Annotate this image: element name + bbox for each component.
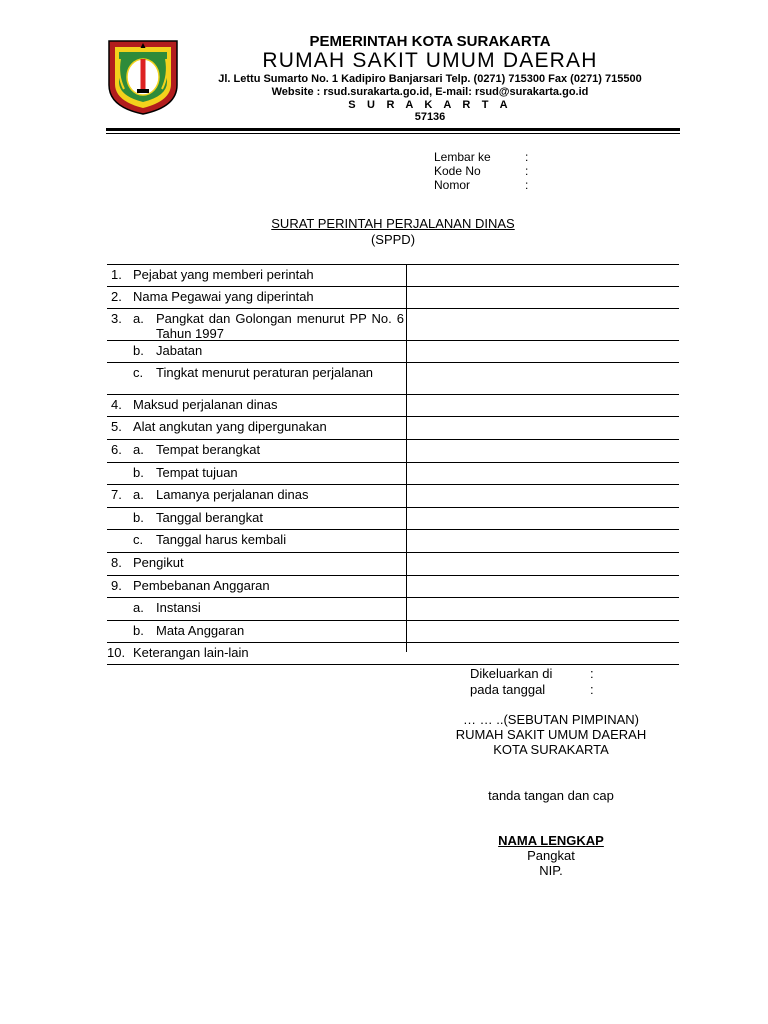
issued-date-label: pada tanggal	[470, 682, 546, 697]
row-sub-letter: c.	[133, 365, 144, 380]
row-number: 6.	[111, 442, 122, 457]
institution-name: RUMAH SAKIT UMUM DAERAH	[262, 49, 598, 72]
row-sub-letter: b.	[133, 623, 144, 638]
table-row	[107, 529, 679, 552]
row-label: Jabatan	[156, 343, 203, 358]
row-sub-letter: a.	[133, 600, 144, 615]
table-row	[107, 575, 679, 597]
row-number: 5.	[111, 419, 122, 434]
row-sub-letter: b.	[133, 465, 144, 480]
signatory-name: NAMA LENGKAP	[498, 833, 604, 848]
row-label: Lamanya perjalanan dinas	[156, 487, 309, 502]
row-label: Alat angkutan yang dipergunakan	[133, 419, 327, 434]
row-number: 8.	[111, 555, 122, 570]
table-column-divider	[406, 264, 407, 652]
table-row	[107, 620, 679, 642]
row-sub-letter: a.	[133, 442, 144, 457]
row-label: Pembebanan Anggaran	[133, 578, 270, 593]
signatory-city: KOTA SURAKARTA	[493, 742, 609, 757]
table-row	[107, 362, 679, 394]
meta-colon: :	[525, 150, 529, 164]
issued-at-colon: :	[590, 666, 594, 681]
table-row	[107, 308, 679, 340]
row-number: 4.	[111, 397, 122, 412]
issued-at-label: Dikeluarkan di	[470, 666, 553, 681]
row-label: Pangkat dan Golongan menurut PP No. 6 Tahun 1997	[156, 311, 404, 341]
row-sub-letter: c.	[133, 532, 144, 547]
header-divider-thin	[106, 133, 680, 134]
table-row	[107, 642, 679, 665]
surakarta-coat-of-arms-icon	[106, 39, 180, 115]
signatory-nip: NIP.	[539, 863, 563, 878]
signature-note: tanda tangan dan cap	[488, 788, 614, 803]
row-number: 10.	[107, 645, 126, 660]
row-label: Tempat tujuan	[156, 465, 238, 480]
signatory-name-line	[400, 833, 702, 848]
header-divider-thick	[106, 128, 680, 131]
address: Jl. Lettu Sumarto No. 1 Kadipiro Banjarsari Telp. (0271) 715300 Fax (0271) 715500	[218, 73, 642, 85]
meta-label: Kode No	[434, 164, 481, 178]
meta-label: Lembar ke	[434, 150, 491, 164]
document-subtitle: (SPPD)	[370, 232, 416, 247]
form-table	[107, 264, 679, 665]
row-label: Pengikut	[133, 555, 184, 570]
table-row	[107, 597, 679, 620]
table-row	[107, 552, 679, 575]
row-number: 1.	[111, 267, 122, 282]
government-name: PEMERINTAH KOTA SURAKARTA	[309, 33, 551, 50]
issued-date-line	[470, 682, 594, 697]
row-sub-letter: b.	[133, 510, 144, 525]
row-number: 7.	[111, 487, 122, 502]
row-label: Pejabat yang memberi perintah	[133, 267, 314, 282]
row-number: 2.	[111, 289, 122, 304]
table-row	[107, 264, 679, 286]
row-label: Tingkat menurut peraturan perjalanan	[156, 365, 374, 380]
row-number: 3.	[111, 311, 122, 326]
meta-colon: :	[525, 178, 529, 192]
row-label: Instansi	[156, 600, 201, 615]
table-row	[107, 462, 679, 484]
row-label: Tanggal harus kembali	[156, 532, 287, 547]
signatory-institution: RUMAH SAKIT UMUM DAERAH	[455, 727, 647, 742]
row-label: Tempat berangkat	[156, 442, 261, 457]
row-label: Keterangan lain-lain	[133, 645, 249, 660]
document-title	[180, 216, 606, 231]
table-row	[107, 340, 679, 362]
signatory-position: … … ..(SEBUTAN PIMPINAN)	[463, 712, 639, 727]
table-row	[107, 439, 679, 462]
table-row	[107, 416, 679, 439]
postal-code: 57136	[414, 111, 446, 123]
meta-label: Nomor	[434, 178, 471, 192]
row-number: 9.	[111, 578, 122, 593]
row-label: Maksud perjalanan dinas	[133, 397, 278, 412]
table-row	[107, 394, 679, 416]
table-row	[107, 286, 679, 308]
table-row	[107, 484, 679, 507]
row-label: Tanggal berangkat	[156, 510, 263, 525]
row-sub-letter: b.	[133, 343, 144, 358]
issued-at-line	[470, 666, 594, 681]
document-title-text: SURAT PERINTAH PERJALANAN DINAS	[271, 216, 515, 231]
row-label: Mata Anggaran	[156, 623, 245, 638]
row-label: Nama Pegawai yang diperintah	[133, 289, 314, 304]
city-name: S U R A K A R T A	[348, 99, 512, 111]
issued-date-colon: :	[590, 682, 594, 697]
row-sub-letter: a.	[133, 311, 144, 326]
table-row	[107, 507, 679, 529]
row-sub-letter: a.	[133, 487, 144, 502]
website-email: Website : rsud.surakarta.go.id, E-mail: rsud@surakarta.go.id	[271, 86, 589, 98]
signatory-rank: Pangkat	[527, 848, 575, 863]
meta-colon: :	[525, 164, 529, 178]
